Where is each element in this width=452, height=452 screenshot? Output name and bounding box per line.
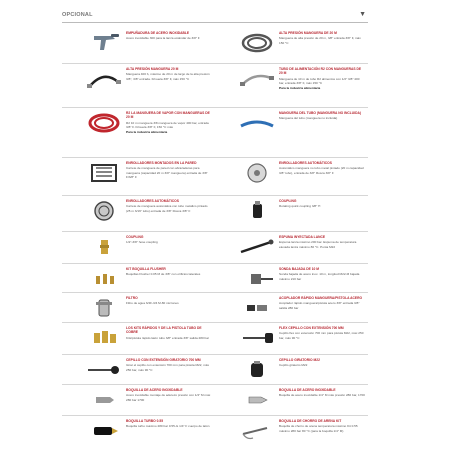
- product-item: [215, 107, 368, 157]
- hose-grey-icon: [237, 68, 277, 90]
- product-desc: Filtro de agua 3/4F-3/4 M-80 micrones: [126, 301, 179, 306]
- product-desc: Acoplador rápido manguera/pistola acero 3/8" entrada 3/8" salida 280 bar: [279, 301, 360, 310]
- product-item: [62, 415, 215, 449]
- dropdown-arrow-icon[interactable]: ▼: [359, 11, 366, 18]
- product-item: [215, 157, 368, 195]
- product-desc: Boquilla de acero inoxidable 1/4" M máx presión 280 bar, 1700: [279, 393, 365, 398]
- product-item: [215, 27, 368, 63]
- product-item: [215, 292, 368, 322]
- product-row: [62, 384, 368, 415]
- foam-lance-icon: [237, 236, 277, 258]
- product-title: LOS KITS RÁPIDOS Y DE LA PISTOLA TUBO DE COBRE: [126, 326, 202, 335]
- product-title: KIT BOQUILLA FLUSHER: [126, 267, 166, 271]
- product-title: BOQUILLA DE ACERO INOXIDABLE: [126, 388, 183, 392]
- product-title: FILTRO: [126, 296, 138, 300]
- product-item: [62, 322, 215, 354]
- product-item: [215, 384, 368, 415]
- auto-reel-icon: [237, 162, 277, 184]
- product-desc: Carrete de manguera automática con tubo metálico pintado (25 m 3/16" tubo) entrada de 3/8" Rosca 3/8" F: [126, 204, 208, 213]
- product-item: [62, 195, 215, 231]
- product-row: [62, 231, 368, 263]
- flex-brush-icon: [237, 327, 277, 349]
- coupling-icon: [237, 200, 277, 222]
- product-item: [215, 63, 368, 107]
- product-title: FLEX CEPILLO CON EXTENSIÓN 700 MM: [279, 326, 344, 330]
- product-item: [62, 27, 215, 63]
- product-item: [215, 263, 368, 292]
- product-title: TUBO DE ALIMENTACIÓN R2 CON MANGUERAS DE 20 M: [279, 67, 362, 76]
- probe-icon: [237, 268, 277, 290]
- product-row: [62, 263, 368, 292]
- product-desc: 1/2"-3/8" hose coupling: [126, 240, 158, 245]
- product-title: COUPLING: [126, 235, 144, 239]
- product-desc: Boquilla de chorro de arena temperatura máximo Kit 0.55 máximo 280 bar 80 °C (para la boquilla 1/4" M): [279, 424, 358, 433]
- hose-black-icon: [84, 68, 124, 90]
- product-title: BOQUILLA TURBO 0.55: [126, 419, 164, 423]
- hose-coil-icon: [237, 32, 277, 54]
- product-item: [215, 415, 368, 449]
- product-item: [215, 231, 368, 263]
- product-desc: Girar el cepillo con extensión 700 mm para pistola M22, máx 250 bar, máx 90 °C: [126, 363, 210, 372]
- product-desc: Manguera de 10 m de tubo R2 alimentos con 1/2" 3/8" 400 bar, entrada 3/8" F, máx 150 °C: [279, 76, 360, 86]
- product-item: [62, 63, 215, 107]
- rotary-brush-lance-icon: [84, 359, 124, 381]
- options-title: OPCIONAL: [62, 12, 93, 18]
- hose-red-icon: [84, 112, 124, 134]
- product-desc: Carrete de manguera de pared con abrazaderas para manguera (capacidad 20 m 3/8" manguera) entrada de 3/8" F/3/8" F: [126, 166, 208, 180]
- spray-gun-icon: [84, 32, 124, 54]
- product-item: [62, 292, 215, 322]
- nozzle-steel-icon: [237, 389, 277, 411]
- product-title: ESPUMA INYECTADA LANCE: [279, 235, 326, 239]
- product-row: [62, 107, 368, 157]
- product-row: [62, 195, 368, 231]
- product-item: [215, 322, 368, 354]
- product-item: [62, 107, 215, 157]
- brass-coupling-icon: [84, 236, 124, 258]
- product-item: [215, 354, 368, 384]
- product-desc: Manguera del tubo (manguera no incluida): [279, 116, 338, 121]
- brass-kit-icon: [84, 327, 124, 349]
- product-title: ENROLLADORES AUTOMÁTICOS: [126, 199, 179, 203]
- hose-blue-icon: [237, 112, 277, 134]
- product-desc: Manguera de alta presión de 20 m, 3/8" entrada 3/8" F, máx 150 °C: [279, 36, 361, 45]
- product-desc: Automático manguera no tubo metal pintado (20 m capacidad 3/8" tubo), entrada de 3/8" Rosca 3/8" F: [279, 166, 364, 175]
- product-row: [62, 354, 368, 384]
- product-desc: R2 10 m manguera 3/8 manguera de vapor 400 bar, entrada 3/8" F. Frisuela 3/8" F, 150 °C máx: [126, 120, 209, 130]
- product-title: CEPILLO GIRATORIO M22: [279, 358, 320, 362]
- product-title: CEPILLO CON EXTENSIÓN GIRATORIO 700 MM: [126, 358, 201, 362]
- product-row: [62, 415, 368, 449]
- product-title: ENROLLADORES MONTADOS EN LA PARED: [126, 161, 197, 165]
- quick-coupler-icon: [237, 297, 277, 319]
- product-row: [62, 63, 368, 107]
- product-desc: Espuma lanza máximo 200 bar. Espuma de temperatura elevada lanza máximo 80 °C. Punta M22: [279, 240, 357, 249]
- product-title: ENROLLADORES AUTOMÁTICOS: [279, 161, 332, 165]
- options-header[interactable]: [62, 10, 368, 24]
- turbo-nozzle-icon: [84, 420, 124, 442]
- nozzle-icon: [84, 389, 124, 411]
- product-desc: Manguera 400 b, máximo de 20 m de largo de la alta presión 3/8", 3/8" entrada. Frisuela 3/8" F, máx 150 °C: [126, 72, 210, 81]
- product-item: [62, 263, 215, 292]
- product-desc: Rotating quick coupling 3/8" H: [279, 204, 321, 209]
- product-row: [62, 157, 368, 195]
- header-divider: [62, 22, 368, 23]
- product-desc: Cepillo giratorio M22: [279, 363, 308, 368]
- product-note: Para la industria alimentaria: [279, 85, 321, 90]
- product-item: [215, 195, 368, 231]
- product-desc: Acero inoxidable montaje de aderezo presión con 1/4" M máx 280 bar 1700: [126, 393, 211, 402]
- product-item: [62, 231, 215, 263]
- product-desc: Cepillo flex con extensión 700 mm para pistola M22, máx 250 bar, máx 90 °C: [279, 331, 364, 340]
- product-title: BOQUILLA DE CHORRO DE ARENA KIT: [279, 419, 342, 423]
- product-desc: Sonda bajada de acero inox. 10 m, longitud M22-M bajada máximo 210 bar: [279, 272, 360, 281]
- product-title: R2 LA MANGUERA DE VAPOR CON MANGUERAS DE 20 M: [126, 111, 210, 120]
- product-row: [62, 27, 368, 63]
- product-item: [62, 354, 215, 384]
- product-note: Para la industria alimentaria: [126, 129, 168, 134]
- product-item: [62, 157, 215, 195]
- product-row: [62, 292, 368, 322]
- product-desc: Kits/pistola rápido latón tubo 3/8" entrada 3/8" salida 280 bar: [126, 335, 210, 340]
- product-title: EMPUÑADURA DE ACERO INOXIDABLE: [126, 31, 190, 35]
- product-title: BOQUILLA DE ACERO INOXIDABLE: [279, 388, 336, 392]
- wall-reel-icon: [84, 162, 124, 184]
- product-item: [62, 384, 215, 415]
- rotary-brush-icon: [237, 359, 277, 381]
- product-desc: Acero inoxidable 300 para la lanza estándar de 3/8" F: [126, 36, 200, 41]
- product-row: [62, 322, 368, 354]
- product-title: MANGUERA DEL TUBO (MANGUERA NO INCLUIDA): [279, 111, 361, 115]
- product-title: ALTA PRESIÓN MANGUERA 20 M: [126, 67, 179, 71]
- product-title: ALTA PRESIÓN MANGUERA DE 20 M: [279, 31, 337, 35]
- product-title: ACOPLADOR RÁPIDO MANGUERA/PISTOLA ACERO: [279, 296, 363, 300]
- product-desc: Boquillas Flusher 0.05 M de 3/8" con orificios laterales: [126, 272, 201, 277]
- product-title: COUPLING: [279, 199, 297, 203]
- sandblast-kit-icon: [237, 420, 277, 442]
- product-title: SONDA BAJADA DE 10 M: [279, 267, 320, 271]
- product-desc: Boquilla turbo máximo 280 bar 0.55-G 1/4" F cuerpo de latón: [126, 424, 210, 429]
- filter-icon: [84, 297, 124, 319]
- flusher-nozzle-icon: [84, 268, 124, 290]
- auto-reel-steel-icon: [84, 200, 124, 222]
